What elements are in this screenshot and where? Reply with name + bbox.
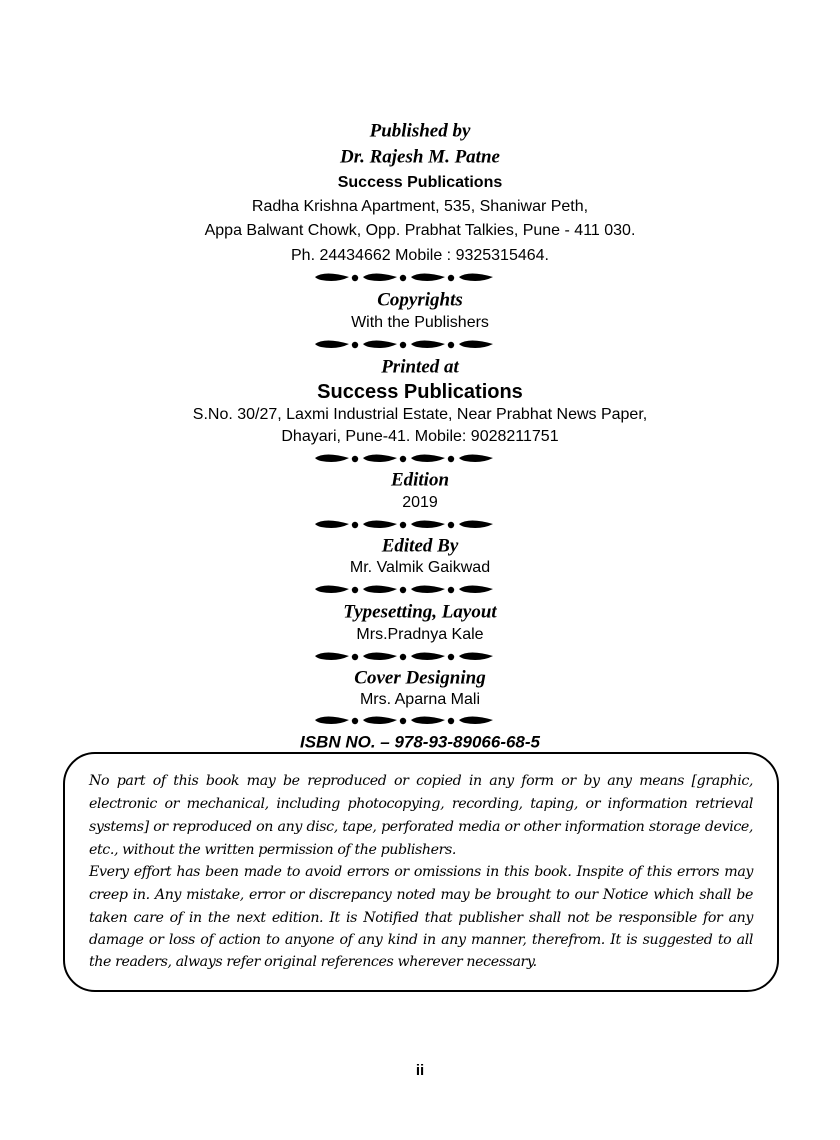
dot-shape xyxy=(448,718,454,724)
leaf-shape xyxy=(363,455,397,463)
dot-shape xyxy=(352,456,358,462)
leaf-shape xyxy=(315,341,349,349)
leaf-shape xyxy=(315,274,349,282)
dot-shape xyxy=(448,456,454,462)
leaf-shape xyxy=(459,274,493,282)
leaf-shape xyxy=(459,717,493,725)
dot-shape xyxy=(400,522,406,528)
leaf-shape xyxy=(363,717,397,725)
dot-shape xyxy=(448,654,454,660)
edition-value: 2019 xyxy=(402,494,438,511)
published-by-label: Published by xyxy=(369,120,471,142)
ornament-divider-icon xyxy=(313,650,499,664)
dot-shape xyxy=(352,275,358,281)
ornament-divider-icon xyxy=(313,452,499,466)
typesetting-label: Typesetting, Layout xyxy=(343,601,497,623)
dot-shape xyxy=(400,456,406,462)
leaf-shape xyxy=(363,341,397,349)
publisher-name: Dr. Rajesh M. Patne xyxy=(340,146,500,168)
dot-shape xyxy=(400,587,406,593)
leaf-shape xyxy=(459,521,493,529)
ornament-divider-icon xyxy=(313,271,499,285)
leaf-shape xyxy=(459,586,493,594)
dot-shape xyxy=(400,275,406,281)
leaf-shape xyxy=(363,586,397,594)
ornament-divider-icon xyxy=(313,583,499,597)
leaf-shape xyxy=(315,586,349,594)
dot-shape xyxy=(448,522,454,528)
cover-designing-value: Mrs. Aparna Mali xyxy=(359,691,481,708)
disclaimer-line: creep in. Any mistake, error or discrepancy noted may be brought to our Notice which shall be xyxy=(89,886,753,903)
ornament-divider-icon xyxy=(313,338,499,352)
disclaimer-line: systems] or reproduced on any disc, tape, perforated media or other information storage device, xyxy=(89,818,753,835)
dot-shape xyxy=(400,718,406,724)
publisher-phone: Ph. 24434662 Mobile : 9325315464. xyxy=(291,247,549,264)
cover-designing-label: Cover Designing xyxy=(354,667,486,689)
leaf-shape xyxy=(411,521,445,529)
leaf-shape xyxy=(459,455,493,463)
disclaimer-line: electronic or mechanical, including photocopying, recording, taping, or information retrieval xyxy=(89,795,753,812)
dot-shape xyxy=(352,654,358,660)
copyrights-value: With the Publishers xyxy=(351,314,489,331)
dot-shape xyxy=(400,654,406,660)
leaf-shape xyxy=(315,717,349,725)
leaf-shape xyxy=(363,653,397,661)
dot-shape xyxy=(352,718,358,724)
printer-company: Success Publications xyxy=(317,381,523,403)
leaf-shape xyxy=(315,653,349,661)
dot-shape xyxy=(400,342,406,348)
printed-at-label: Printed at xyxy=(381,356,459,378)
edited-by-label: Edited By xyxy=(381,535,459,557)
leaf-shape xyxy=(363,274,397,282)
disclaimer-line: taken care of in the next edition. It is Notified that publisher shall not be responsible for any xyxy=(89,909,753,926)
leaf-shape xyxy=(411,455,445,463)
copyrights-label: Copyrights xyxy=(377,289,463,311)
disclaimer-line: Every effort has been made to avoid errors or omissions in this book. Inspite of this errors may xyxy=(89,863,753,880)
publisher-company: Success Publications xyxy=(337,174,503,191)
leaf-shape xyxy=(411,717,445,725)
disclaimer-line: etc., without the written permission of the publishers. xyxy=(89,841,456,858)
leaf-shape xyxy=(411,586,445,594)
isbn: ISBN NO. – 978-93-89066-68-5 xyxy=(299,732,541,752)
page-number: ii xyxy=(415,1062,425,1079)
leaf-shape xyxy=(315,521,349,529)
publisher-address-line: Appa Balwant Chowk, Opp. Prabhat Talkies, Pune - 411 030. xyxy=(204,222,636,239)
dot-shape xyxy=(352,342,358,348)
typesetting-value: Mrs.Pradnya Kale xyxy=(356,626,484,643)
dot-shape xyxy=(448,587,454,593)
leaf-shape xyxy=(411,341,445,349)
leaf-shape xyxy=(315,455,349,463)
leaf-shape xyxy=(411,274,445,282)
printer-address-line: S.No. 30/27, Laxmi Industrial Estate, Near Prabhat News Paper, xyxy=(192,406,648,423)
publisher-address-line: Radha Krishna Apartment, 535, Shaniwar Peth, xyxy=(251,198,589,215)
ornament-divider-icon xyxy=(313,714,499,728)
printer-address-line: Dhayari, Pune-41. Mobile: 9028211751 xyxy=(281,428,559,445)
leaf-shape xyxy=(363,521,397,529)
dot-shape xyxy=(352,522,358,528)
edition-label: Edition xyxy=(390,469,450,491)
dot-shape xyxy=(448,342,454,348)
ornament-divider-icon xyxy=(313,518,499,532)
leaf-shape xyxy=(459,341,493,349)
disclaimer-line: damage or loss of action to anyone of any kind in any manner, therefrom. It is suggested to all xyxy=(89,931,753,948)
leaf-shape xyxy=(411,653,445,661)
edited-by-value: Mr. Valmik Gaikwad xyxy=(349,559,491,576)
dot-shape xyxy=(448,275,454,281)
disclaimer-line: No part of this book may be reproduced or copied in any form or by any means [graphic, xyxy=(89,772,753,789)
dot-shape xyxy=(352,587,358,593)
disclaimer-line: the readers, always refer original references wherever necessary. xyxy=(89,953,537,970)
leaf-shape xyxy=(459,653,493,661)
